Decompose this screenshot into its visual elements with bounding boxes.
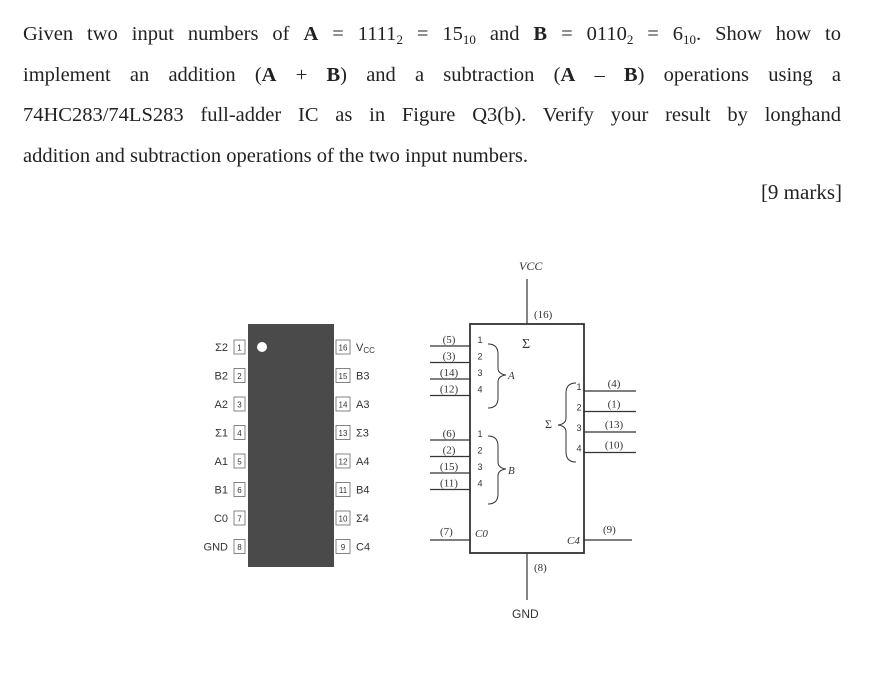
base-subscript: 2 [626, 32, 634, 47]
text-fragment: = 6 [633, 23, 684, 45]
variable-a: A [261, 63, 277, 86]
bit-number: 4 [477, 478, 483, 489]
logic-box [470, 324, 584, 553]
pin-number: 16 [338, 343, 348, 353]
pin-number: 9 [340, 543, 346, 552]
pin-label-right: A4 [356, 456, 370, 468]
pin-number: 8 [237, 543, 242, 552]
text-fragment: and [475, 23, 534, 45]
gnd-pin-label: (8) [534, 562, 547, 574]
pin-number: 2 [237, 372, 242, 381]
pin-number: 13 [338, 429, 348, 438]
text-fragment: = 15 [402, 23, 463, 45]
pin-label-left: B2 [214, 370, 228, 383]
brace-sum [558, 383, 576, 462]
pin-number: 15 [338, 372, 348, 381]
pin-label-left: Σ1 [215, 427, 228, 440]
carry-in-pin: (7) [440, 526, 453, 538]
input-pin-label: (3) [442, 350, 456, 363]
variable-b: B [533, 23, 548, 45]
text-fragment: ) and a subtraction ( [340, 63, 561, 86]
b-inputs [430, 428, 483, 490]
input-pin-label: (11) [440, 477, 458, 490]
chip-body [248, 324, 334, 567]
pin-number: 6 [237, 486, 242, 495]
pin-number: 5 [237, 457, 242, 467]
pin1-marker [257, 342, 267, 352]
carry-out-pin: (9) [603, 524, 616, 536]
sigma-output: Σ [545, 417, 552, 431]
brace-b [488, 436, 506, 504]
base-subscript: 2 [396, 32, 403, 47]
output-pin-label: (1) [607, 398, 621, 411]
pin-label-right: B4 [356, 484, 370, 497]
left-pins [204, 340, 245, 554]
pin-number: 14 [338, 400, 348, 410]
gnd-label: GND [512, 607, 539, 621]
carry-out-label: C4 [567, 535, 580, 547]
pin-label-left: Σ2 [215, 342, 228, 354]
pin-label-left: A2 [214, 399, 228, 411]
pin-label-left: GND [203, 541, 228, 554]
base-subscript: 10 [683, 32, 697, 47]
base-subscript: 10 [462, 32, 476, 47]
input-pin-label: (6) [442, 428, 456, 440]
carry-in-label: C0 [475, 528, 488, 540]
bit-number: 3 [477, 368, 483, 378]
pin-label-left: C0 [213, 513, 228, 525]
input-pin-label: (15) [439, 461, 459, 473]
question-line-4: addition and subtraction operations of the two input numbers. [23, 144, 529, 167]
variable-b: B [623, 63, 638, 86]
pin-label-right: VCC [356, 342, 375, 355]
variable-a: A [303, 23, 319, 45]
input-pin-label: (14) [439, 367, 459, 379]
bit-number: 1 [477, 335, 483, 345]
a-group-label: A [508, 370, 515, 382]
output-pin-label: (4) [607, 378, 621, 390]
vcc-pin-label: (16) [534, 309, 553, 321]
bit-number: 2 [477, 445, 483, 456]
text-fragment: – [575, 63, 624, 86]
bit-number: 1 [576, 382, 582, 392]
pin-number: 4 [237, 429, 242, 438]
bit-number: 2 [576, 402, 582, 413]
pin-label-left: A1 [214, 456, 228, 468]
bit-number: 3 [576, 423, 582, 433]
logic-symbol [430, 259, 636, 621]
pin-label-right: B3 [356, 370, 370, 383]
sum-outputs [576, 378, 636, 454]
bit-number: 1 [477, 429, 483, 439]
text-fragment: . Show how to [696, 23, 841, 45]
bit-number: 4 [576, 443, 582, 454]
marks-label: [9 marks] [760, 180, 842, 204]
bit-number: 3 [477, 462, 483, 472]
text-fragment: = 0110 [547, 23, 627, 45]
pin-label-right: Σ3 [356, 427, 369, 440]
pin-label-right: A3 [356, 399, 370, 411]
pin-number: 10 [338, 514, 348, 524]
pin-number: 11 [338, 486, 348, 495]
output-pin-label: (13) [604, 419, 624, 431]
right-pins [336, 340, 375, 554]
pin-label-left: B1 [214, 484, 228, 497]
bit-number: 4 [477, 384, 483, 395]
output-pin-label: (10) [604, 439, 624, 452]
text-fragment: implement an addition ( [23, 63, 262, 86]
input-pin-label: (5) [442, 334, 456, 346]
b-group-label: B [508, 465, 515, 477]
bit-number: 2 [477, 351, 483, 362]
dip-chip [204, 324, 376, 567]
pin-number: 7 [237, 514, 242, 524]
text-fragment: ) operations using a [637, 63, 841, 86]
variable-b: B [326, 63, 341, 86]
pin-number: 12 [338, 457, 348, 467]
pin-number: 1 [237, 343, 242, 353]
text-fragment: Given two input numbers of [23, 23, 304, 45]
vcc-label: VCC [519, 259, 543, 273]
sigma-top: Σ [522, 337, 531, 352]
a-inputs [430, 334, 483, 396]
input-pin-label: (12) [439, 383, 459, 396]
text-fragment: = 1111 [318, 23, 397, 45]
brace-a [488, 344, 506, 408]
input-pin-label: (2) [442, 444, 456, 457]
pin-label-right: Σ4 [356, 513, 369, 525]
pin-number: 3 [237, 400, 242, 410]
variable-a: A [560, 63, 576, 86]
text-fragment: + [276, 63, 327, 86]
pin-label-right: C4 [356, 541, 371, 554]
question-line-3: 74HC283/74LS283 full-adder IC as in Figure Q3(b). Verify your result by longhand [23, 104, 841, 126]
